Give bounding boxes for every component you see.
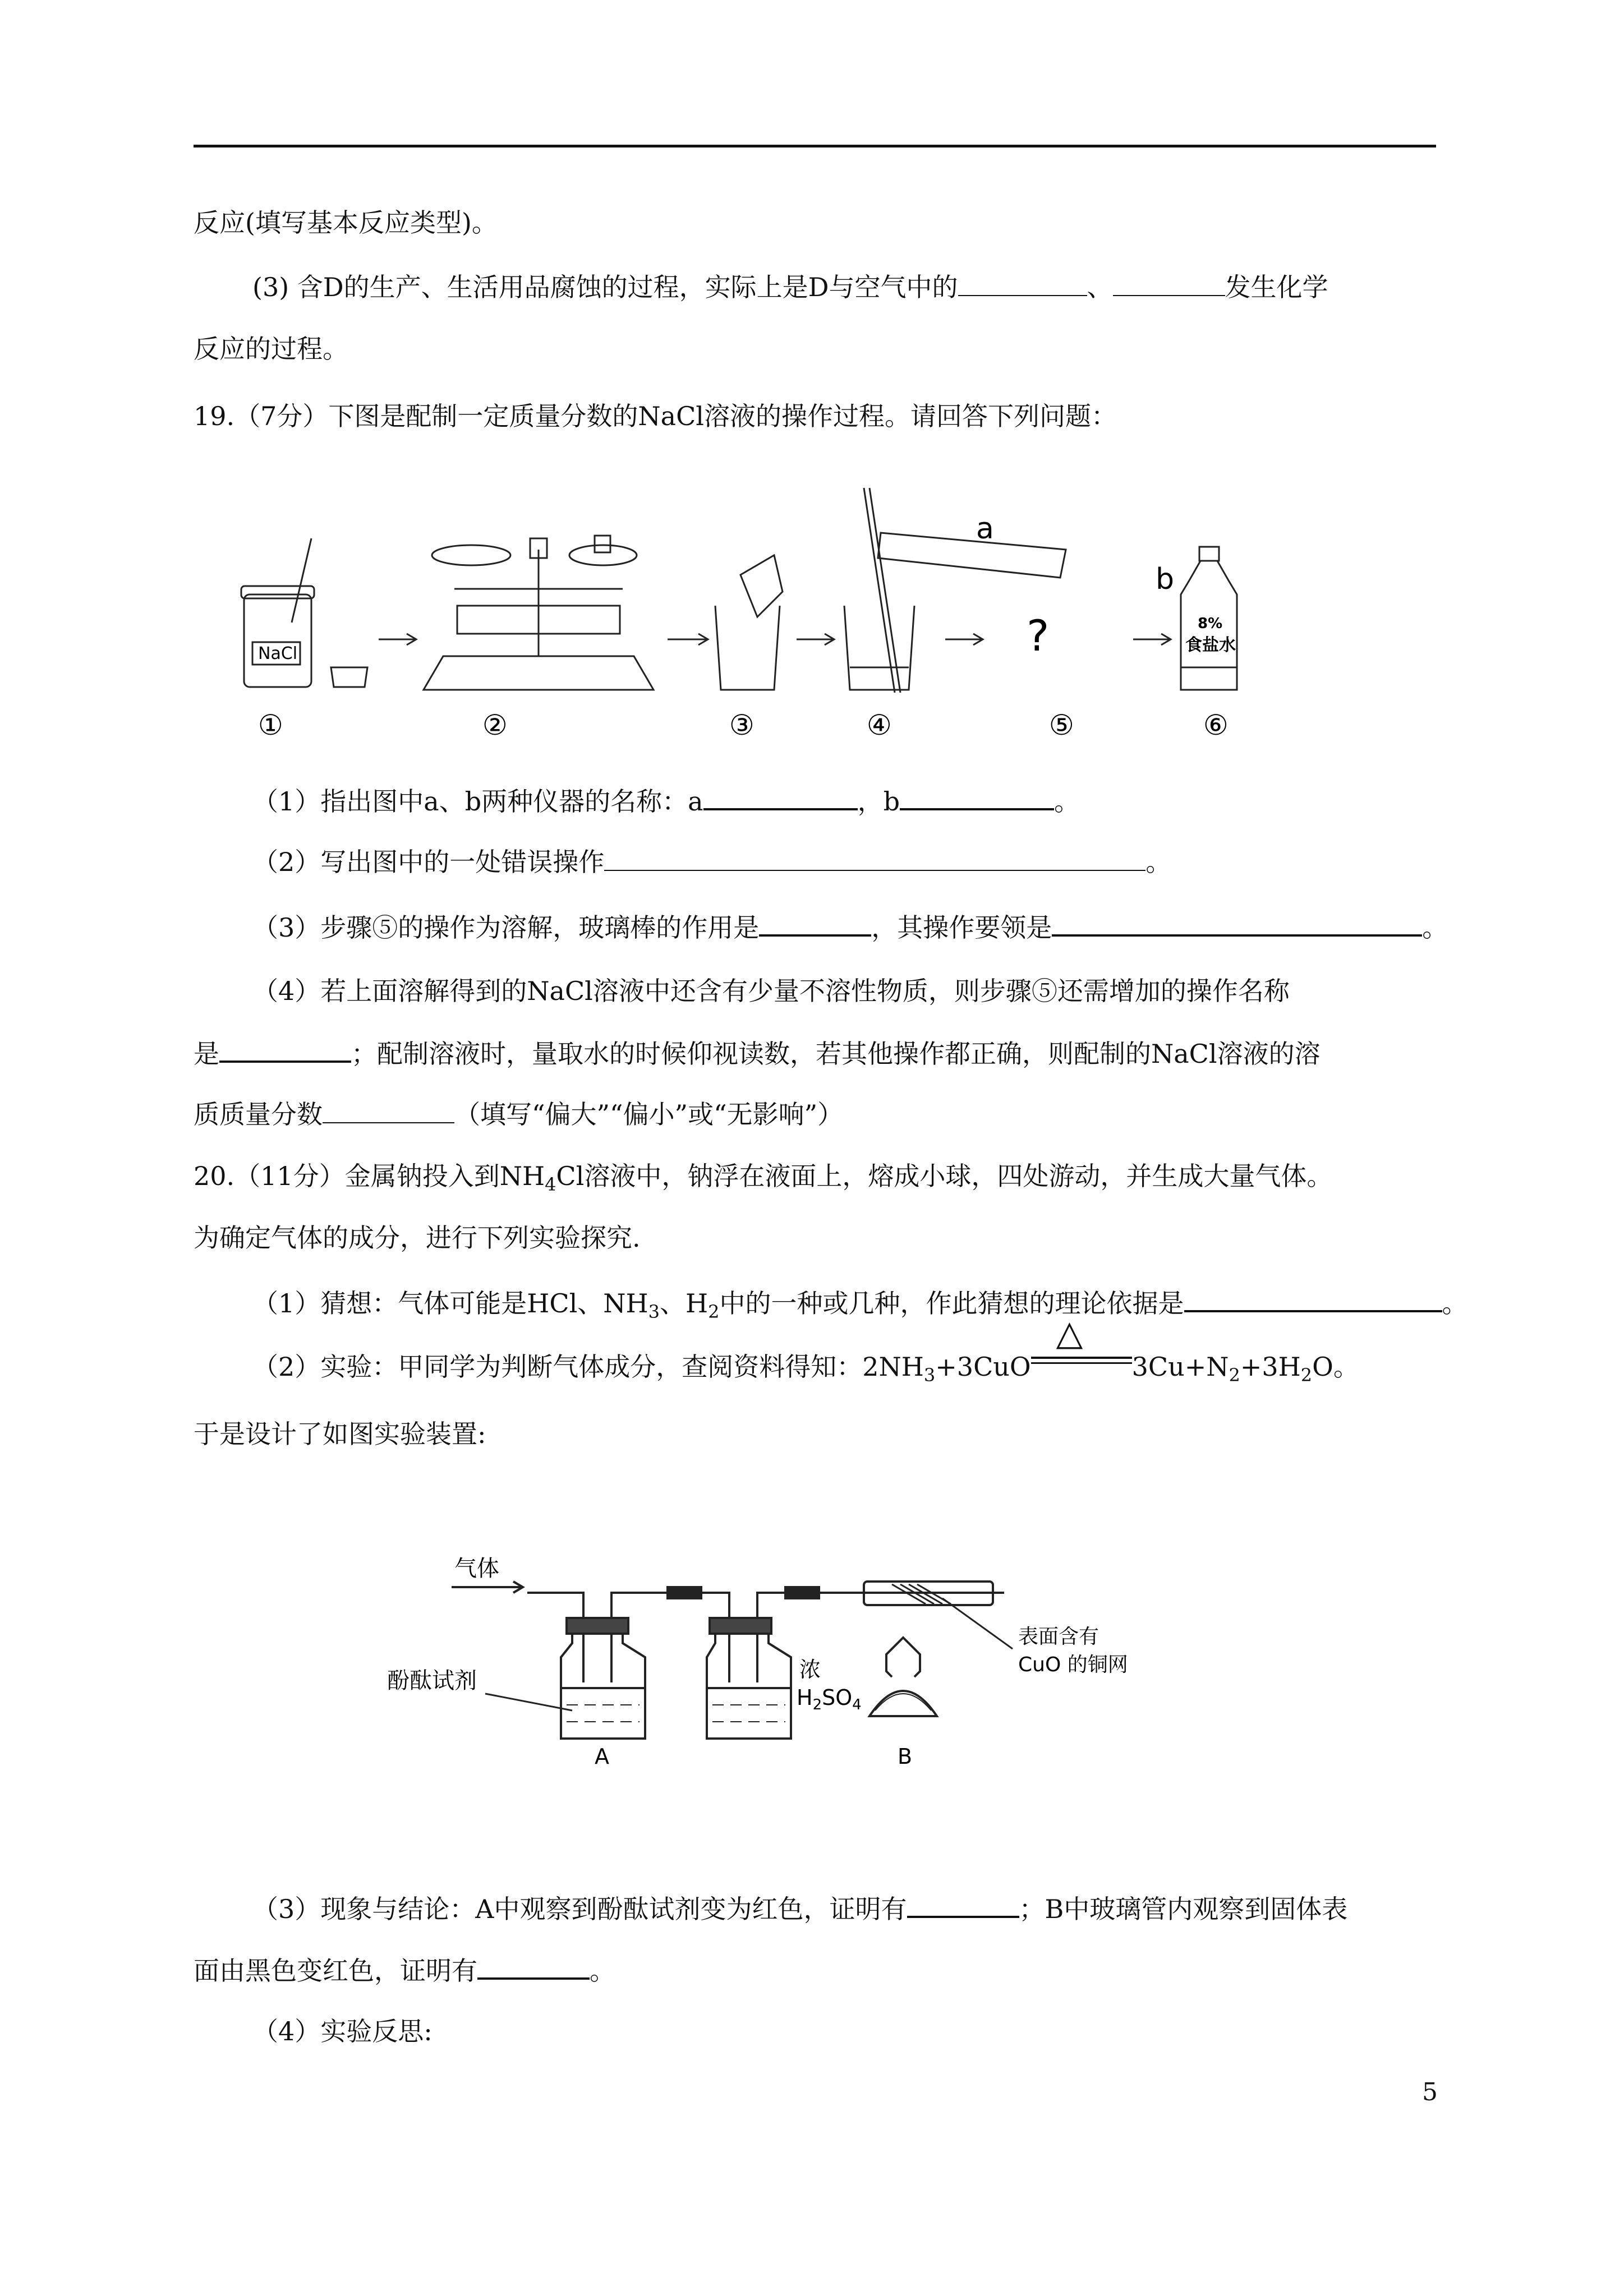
instrument-a-label: a — [976, 512, 994, 546]
answer-blank[interactable] — [703, 782, 858, 810]
answer-blank[interactable] — [323, 1096, 454, 1123]
beaker — [844, 606, 914, 690]
reagent-label: 酚酞试剂 — [387, 1668, 477, 1694]
text-line: （4）若上面溶解得到的NaCl溶液中还含有少量不溶性物质，则步骤⑤还需增加的操作名称 — [252, 976, 1290, 1006]
step-number: ④ — [867, 709, 892, 741]
acid-label-line2: $H_2SO_4$ — [797, 1685, 862, 1713]
text-line: （2）写出图中的一处错误操作 。 — [252, 844, 1171, 880]
answer-blank[interactable] — [759, 909, 871, 937]
copper-mesh-note: CuO 的铜网 — [1018, 1653, 1128, 1676]
answer-blank[interactable] — [477, 1952, 590, 1980]
header-rule — [194, 145, 1436, 147]
unknown-step-mark: ? — [1027, 611, 1050, 661]
text-line: （3）现象与结论：A中观察到酚酞试剂变为红色，证明有 ；B中玻璃管内观察到固体表 — [252, 1890, 1347, 1927]
text-line: (3) 含D的生产、生活用品腐蚀的过程，实际上是D与空气中的 、 发生化学 — [252, 269, 1328, 305]
acid-label-line1: 浓 — [799, 1657, 821, 1682]
text-line: （1）猜想：气体可能是HCl、$NH_3$、$H_2$中的一种或几种，作此猜想的理论依据是 。 — [252, 1284, 1468, 1330]
answer-blank[interactable] — [958, 269, 1087, 296]
figure-apparatus — [387, 1537, 1172, 1772]
instrument-b-label: b — [1156, 563, 1175, 596]
answer-blank[interactable] — [900, 782, 1054, 810]
bottle-concentration: 8% — [1198, 615, 1223, 632]
text-line: 面由黑色变红色，证明有 。 — [194, 1952, 615, 1989]
answer-blank[interactable] — [907, 1890, 1019, 1918]
reaction-condition — [1031, 1312, 1132, 1376]
text-line: （4）实验反思: — [252, 2016, 433, 2046]
question-19-title: 19.（7分）下图是配制一定质量分数的NaCl溶液的操作过程。请回答下列问题： — [194, 401, 1117, 431]
graduated-cylinder — [878, 533, 1066, 578]
apparatus-label-b: B — [898, 1744, 913, 1769]
figure-solution-steps — [236, 482, 1301, 763]
answer-blank[interactable] — [1113, 269, 1225, 296]
answer-blank[interactable] — [1052, 909, 1422, 937]
text-line: 反应(填写基本反应类型)。 — [194, 208, 498, 238]
text-line: （1）指出图中a、b两种仪器的名称：a ，b 。 — [252, 782, 1080, 819]
question-20-title: 20.（11分）金属钠投入到$NH_4Cl$溶液中，钠浮在液面上，熔成小球，四处游动，并生成大量气体。 — [194, 1161, 1333, 1196]
alcohol-lamp — [886, 1638, 920, 1677]
copper-mesh-note: 表面含有 — [1018, 1625, 1099, 1648]
answer-blank[interactable] — [604, 844, 1145, 871]
step-number: ② — [482, 709, 508, 741]
text-line: 于是设计了如图实验装置: — [194, 1419, 486, 1449]
answer-blank[interactable] — [219, 1035, 351, 1063]
text-line: 质质量分数 （填写“偏大”“偏小”或“无影响”） — [194, 1096, 843, 1132]
text-line: 为确定气体的成分，进行下列实验探究. — [194, 1223, 641, 1253]
beaker — [715, 606, 780, 690]
gas-label: 气体 — [454, 1556, 499, 1582]
answer-blank[interactable] — [1184, 1284, 1442, 1312]
text-line: 是 ；配制溶液时，量取水的时候仰视读数，若其他操作都正确，则配制的NaCl溶液的溶 — [194, 1035, 1321, 1072]
equation-line: （2）实验：甲同学为判断气体成分，查阅资料得知：$2NH_3+3CuO$ △ $3Cu+N_2+3H_2O$。 — [252, 1312, 1359, 1386]
nacl-jar — [244, 594, 311, 687]
jar-label: NaCl — [258, 644, 298, 663]
balance — [424, 656, 654, 690]
page-number: 5 — [1422, 2078, 1438, 2106]
step-number: ⑤ — [1049, 709, 1074, 741]
text-line: （3）步骤⑤的操作为溶解，玻璃棒的作用是 ，其操作要领是 。 — [252, 909, 1448, 946]
step-number: ⑥ — [1203, 709, 1229, 741]
apparatus-label-a: A — [595, 1744, 609, 1769]
bottle-label: 食盐水 — [1185, 635, 1236, 655]
step-number: ③ — [729, 709, 755, 741]
step-number: ① — [258, 709, 283, 741]
heat-delta-symbol: △ — [1056, 1312, 1083, 1353]
text-line: 反应的过程。 — [194, 334, 348, 364]
